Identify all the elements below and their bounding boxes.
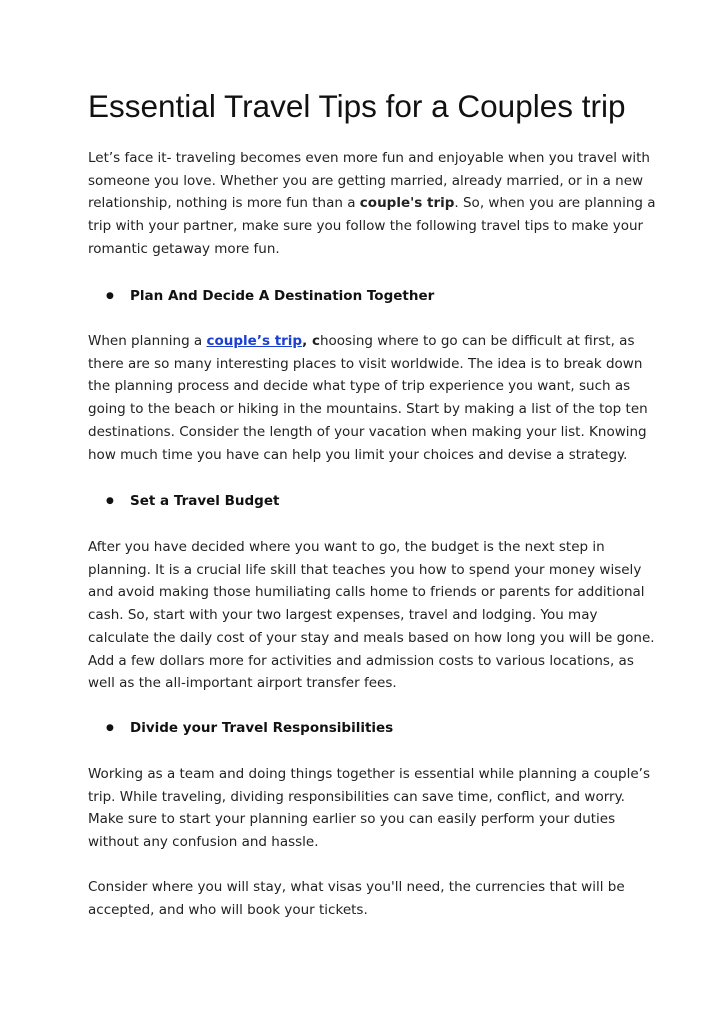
intro-line: someone you love. Whether you are getting married, already married, or in a new: [88, 172, 644, 189]
bullet-icon: ●: [106, 723, 114, 733]
paragraph-line: without any confusion and hassle.: [88, 834, 319, 851]
paragraph-line: calculate the daily cost of your stay and meals based on how long you will be gone.: [88, 629, 655, 646]
intro-line: [88, 192, 656, 215]
intro-text: . So, when you are planning a: [454, 195, 656, 212]
responsibilities-extra-paragraph: [88, 876, 648, 921]
bullet-icon: ●: [106, 496, 114, 506]
paragraph-line: cash. So, start with your two largest expenses, travel and lodging. You may: [88, 607, 598, 624]
destination-paragraph: [88, 330, 648, 466]
comma-text: ,: [302, 333, 312, 349]
paragraph-line: trip. While traveling, dividing responsibilities can save time, conflict, and worry.: [88, 788, 625, 805]
heading-label: Set a Travel Budget: [130, 493, 280, 509]
bold-letter: c: [311, 333, 320, 349]
paragraph-line: Working as a team and doing things together is essential while planning a couple’s: [88, 766, 650, 782]
paragraph-line: the planning process and decide what type of trip experience you want, such as: [88, 378, 631, 395]
paragraph-line: [88, 330, 648, 353]
paragraph-line: and avoid making those humiliating calls home to friends or parents for additional: [88, 584, 645, 601]
paragraph-line: destinations. Consider the length of your vacation when making your list. Knowing: [88, 423, 647, 440]
paragraph-line: Consider where you will stay, what visas you'll need, the currencies that will be: [88, 879, 625, 895]
paragraph-text: hoosing where to go can be difficult at first, as: [319, 333, 635, 349]
paragraph-text: When planning a: [88, 333, 207, 349]
section-heading-budget: [106, 490, 279, 512]
page-title: Essential Travel Tips for a Couples trip: [88, 88, 626, 124]
intro-paragraph: [88, 147, 656, 261]
budget-paragraph: [88, 536, 655, 695]
section-heading-responsibilities: [106, 717, 393, 739]
paragraph-line: planning. It is a crucial life skill that teaches you how to spend your money wisely: [88, 561, 642, 578]
intro-line: Let’s face it- traveling becomes even more fun and enjoyable when you travel with: [88, 150, 650, 166]
intro-text: relationship, nothing is more fun than a: [88, 195, 360, 212]
bold-phrase: couple's trip: [359, 195, 455, 212]
heading-label: Plan And Decide A Destination Together: [130, 288, 435, 304]
paragraph-line: going to the beach or hiking in the mountains. Start by making a list of the top ten: [88, 401, 648, 418]
paragraph-line: Add a few dollars more for activities and admission costs to various locations, as: [88, 652, 634, 669]
intro-line: trip with your partner, make sure you follow the following travel tips to make your: [88, 218, 644, 235]
paragraph-line: accepted, and who will book your tickets.: [88, 901, 368, 918]
responsibilities-paragraph: [88, 763, 648, 854]
bullet-icon: ●: [106, 291, 114, 301]
paragraph-line: well as the all-important airport transfer fees.: [88, 675, 397, 692]
couples-trip-link[interactable]: couple’s trip: [206, 333, 303, 349]
heading-label: Divide your Travel Responsibilities: [130, 720, 394, 736]
paragraph-line: there are so many interesting places to visit worldwide. The idea is to break down: [88, 355, 643, 372]
intro-line: romantic getaway more fun.: [88, 240, 280, 257]
paragraph-line: After you have decided where you want to go, the budget is the next step in: [88, 539, 605, 555]
paragraph-line: Make sure to start your planning earlier so you can easily perform your duties: [88, 811, 616, 828]
paragraph-line: how much time you have can help you limit your choices and devise a strategy.: [88, 446, 628, 463]
section-heading-destination: [106, 285, 434, 307]
